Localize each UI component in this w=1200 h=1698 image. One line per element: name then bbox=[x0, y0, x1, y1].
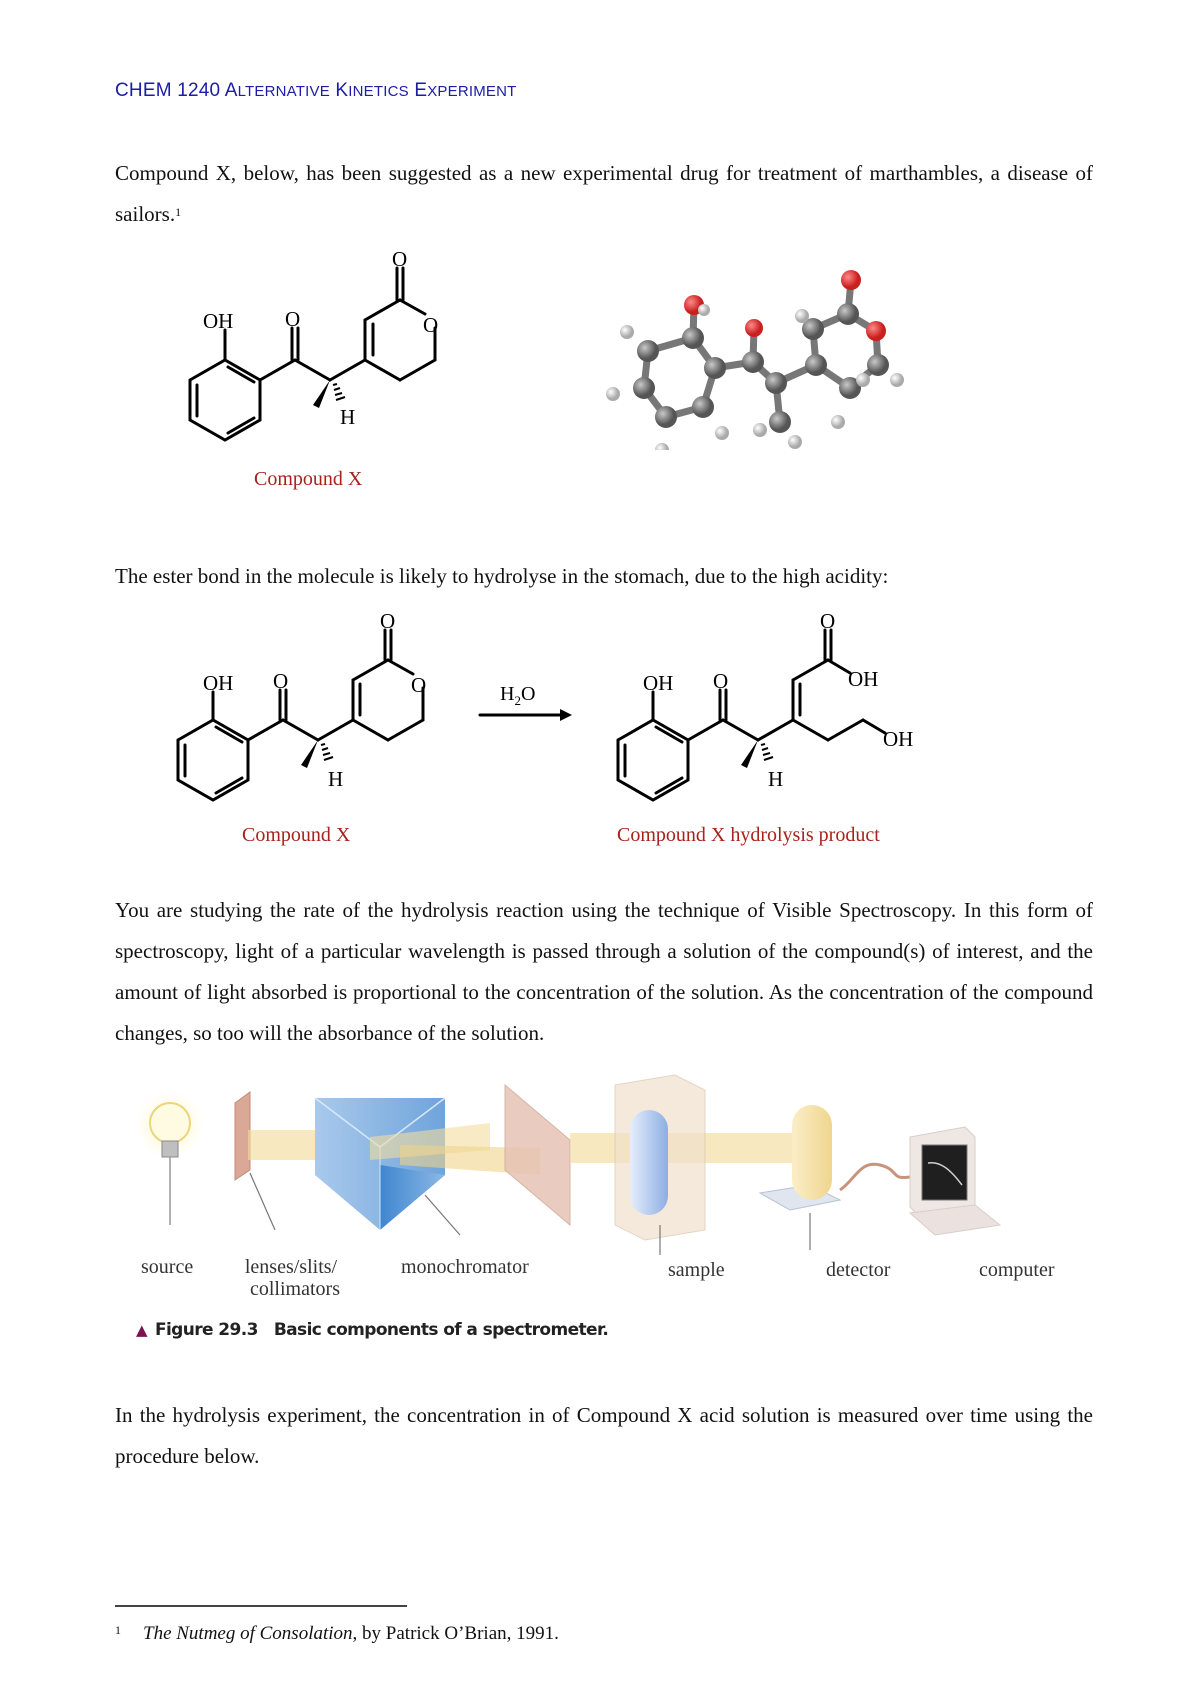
label-monochromator: monochromator bbox=[401, 1256, 529, 1278]
compound-x-3d-model bbox=[600, 250, 930, 450]
spectrometer-diagram bbox=[120, 1065, 1090, 1280]
svg-text:H: H bbox=[328, 767, 344, 791]
label-detector: detector bbox=[826, 1259, 891, 1281]
svg-text:O: O bbox=[820, 609, 836, 633]
hydrolysis-reaction-scheme bbox=[160, 600, 950, 810]
svg-text:H2O: $H_2O$ bbox=[500, 683, 536, 708]
product-caption: Compound X hydrolysis product bbox=[617, 824, 880, 846]
footnote-separator bbox=[115, 1605, 407, 1607]
header-word-kinetics: KINETICS bbox=[335, 80, 409, 101]
svg-text:O: O bbox=[713, 669, 729, 693]
svg-text:OH: OH bbox=[643, 671, 674, 695]
computer-icon bbox=[910, 1127, 1000, 1235]
svg-text:OH: OH bbox=[848, 667, 879, 691]
svg-text:OH: OH bbox=[883, 727, 914, 751]
svg-text:O: O bbox=[380, 609, 396, 633]
svg-text:O: O bbox=[273, 669, 289, 693]
compound-x-structure bbox=[170, 240, 470, 470]
figure-caption: ▲ Figure 29.3 Basic components of a spectrometer. bbox=[136, 1320, 609, 1340]
svg-text:O: O bbox=[411, 673, 427, 697]
document-header bbox=[115, 80, 517, 102]
footnote-ref[interactable]: 1 bbox=[175, 205, 182, 219]
course-code: CHEM 1240 bbox=[115, 80, 221, 101]
caption-triangle-icon: ▲ bbox=[136, 1321, 147, 1339]
label-lenses: lenses/slits/ collimators bbox=[244, 1256, 340, 1300]
compound-x-caption: Compound X bbox=[254, 468, 363, 490]
label-computer: computer bbox=[979, 1259, 1055, 1281]
detector-icon bbox=[760, 1105, 910, 1250]
svg-text:O: O bbox=[392, 247, 408, 271]
header-word-alternative: ALTERNATIVE bbox=[224, 80, 330, 101]
svg-text:OH: OH bbox=[203, 309, 234, 333]
light-source-icon bbox=[136, 1091, 204, 1225]
label-sample: sample bbox=[668, 1259, 725, 1281]
sample-cuvette-icon bbox=[615, 1075, 705, 1255]
label-source: source bbox=[141, 1256, 194, 1278]
svg-text:H: H bbox=[768, 767, 784, 791]
svg-text:O: O bbox=[423, 313, 439, 337]
svg-text:OH: OH bbox=[203, 671, 234, 695]
ester-paragraph: The ester bond in the molecule is likely to hydrolyse in the stomach, due to the high acidity: bbox=[115, 564, 889, 588]
spectroscopy-paragraph: You are studying the rate of the hydrolysis reaction using the technique of Visible Spectroscopy. In this form of spectroscopy, light of a particular wavelength is passed through a solution of the compound(s) of interest, and the amount of light absorbed is proportional to the concentration of the solution. As the concentration of the compound changes, so too will the absorbance of the solution. bbox=[115, 898, 1093, 1045]
procedure-paragraph: In the hydrolysis experiment, the concentration in of Compound X acid solution is measured over time using the procedure below. bbox=[115, 1403, 1093, 1468]
reactant-caption: Compound X bbox=[242, 824, 351, 846]
intro-paragraph: Compound X, below, has been suggested as a new experimental drug for treatment of marthambles, a disease of sailors.$^1$ bbox=[115, 161, 1093, 226]
footnote: $^1$ The Nutmeg of Consolation, by Patrick O’Brian, 1991. bbox=[115, 1623, 559, 1644]
svg-text:H: H bbox=[340, 405, 356, 429]
svg-text:O: O bbox=[285, 307, 301, 331]
header-word-experiment: EXPERIMENT bbox=[414, 80, 517, 101]
